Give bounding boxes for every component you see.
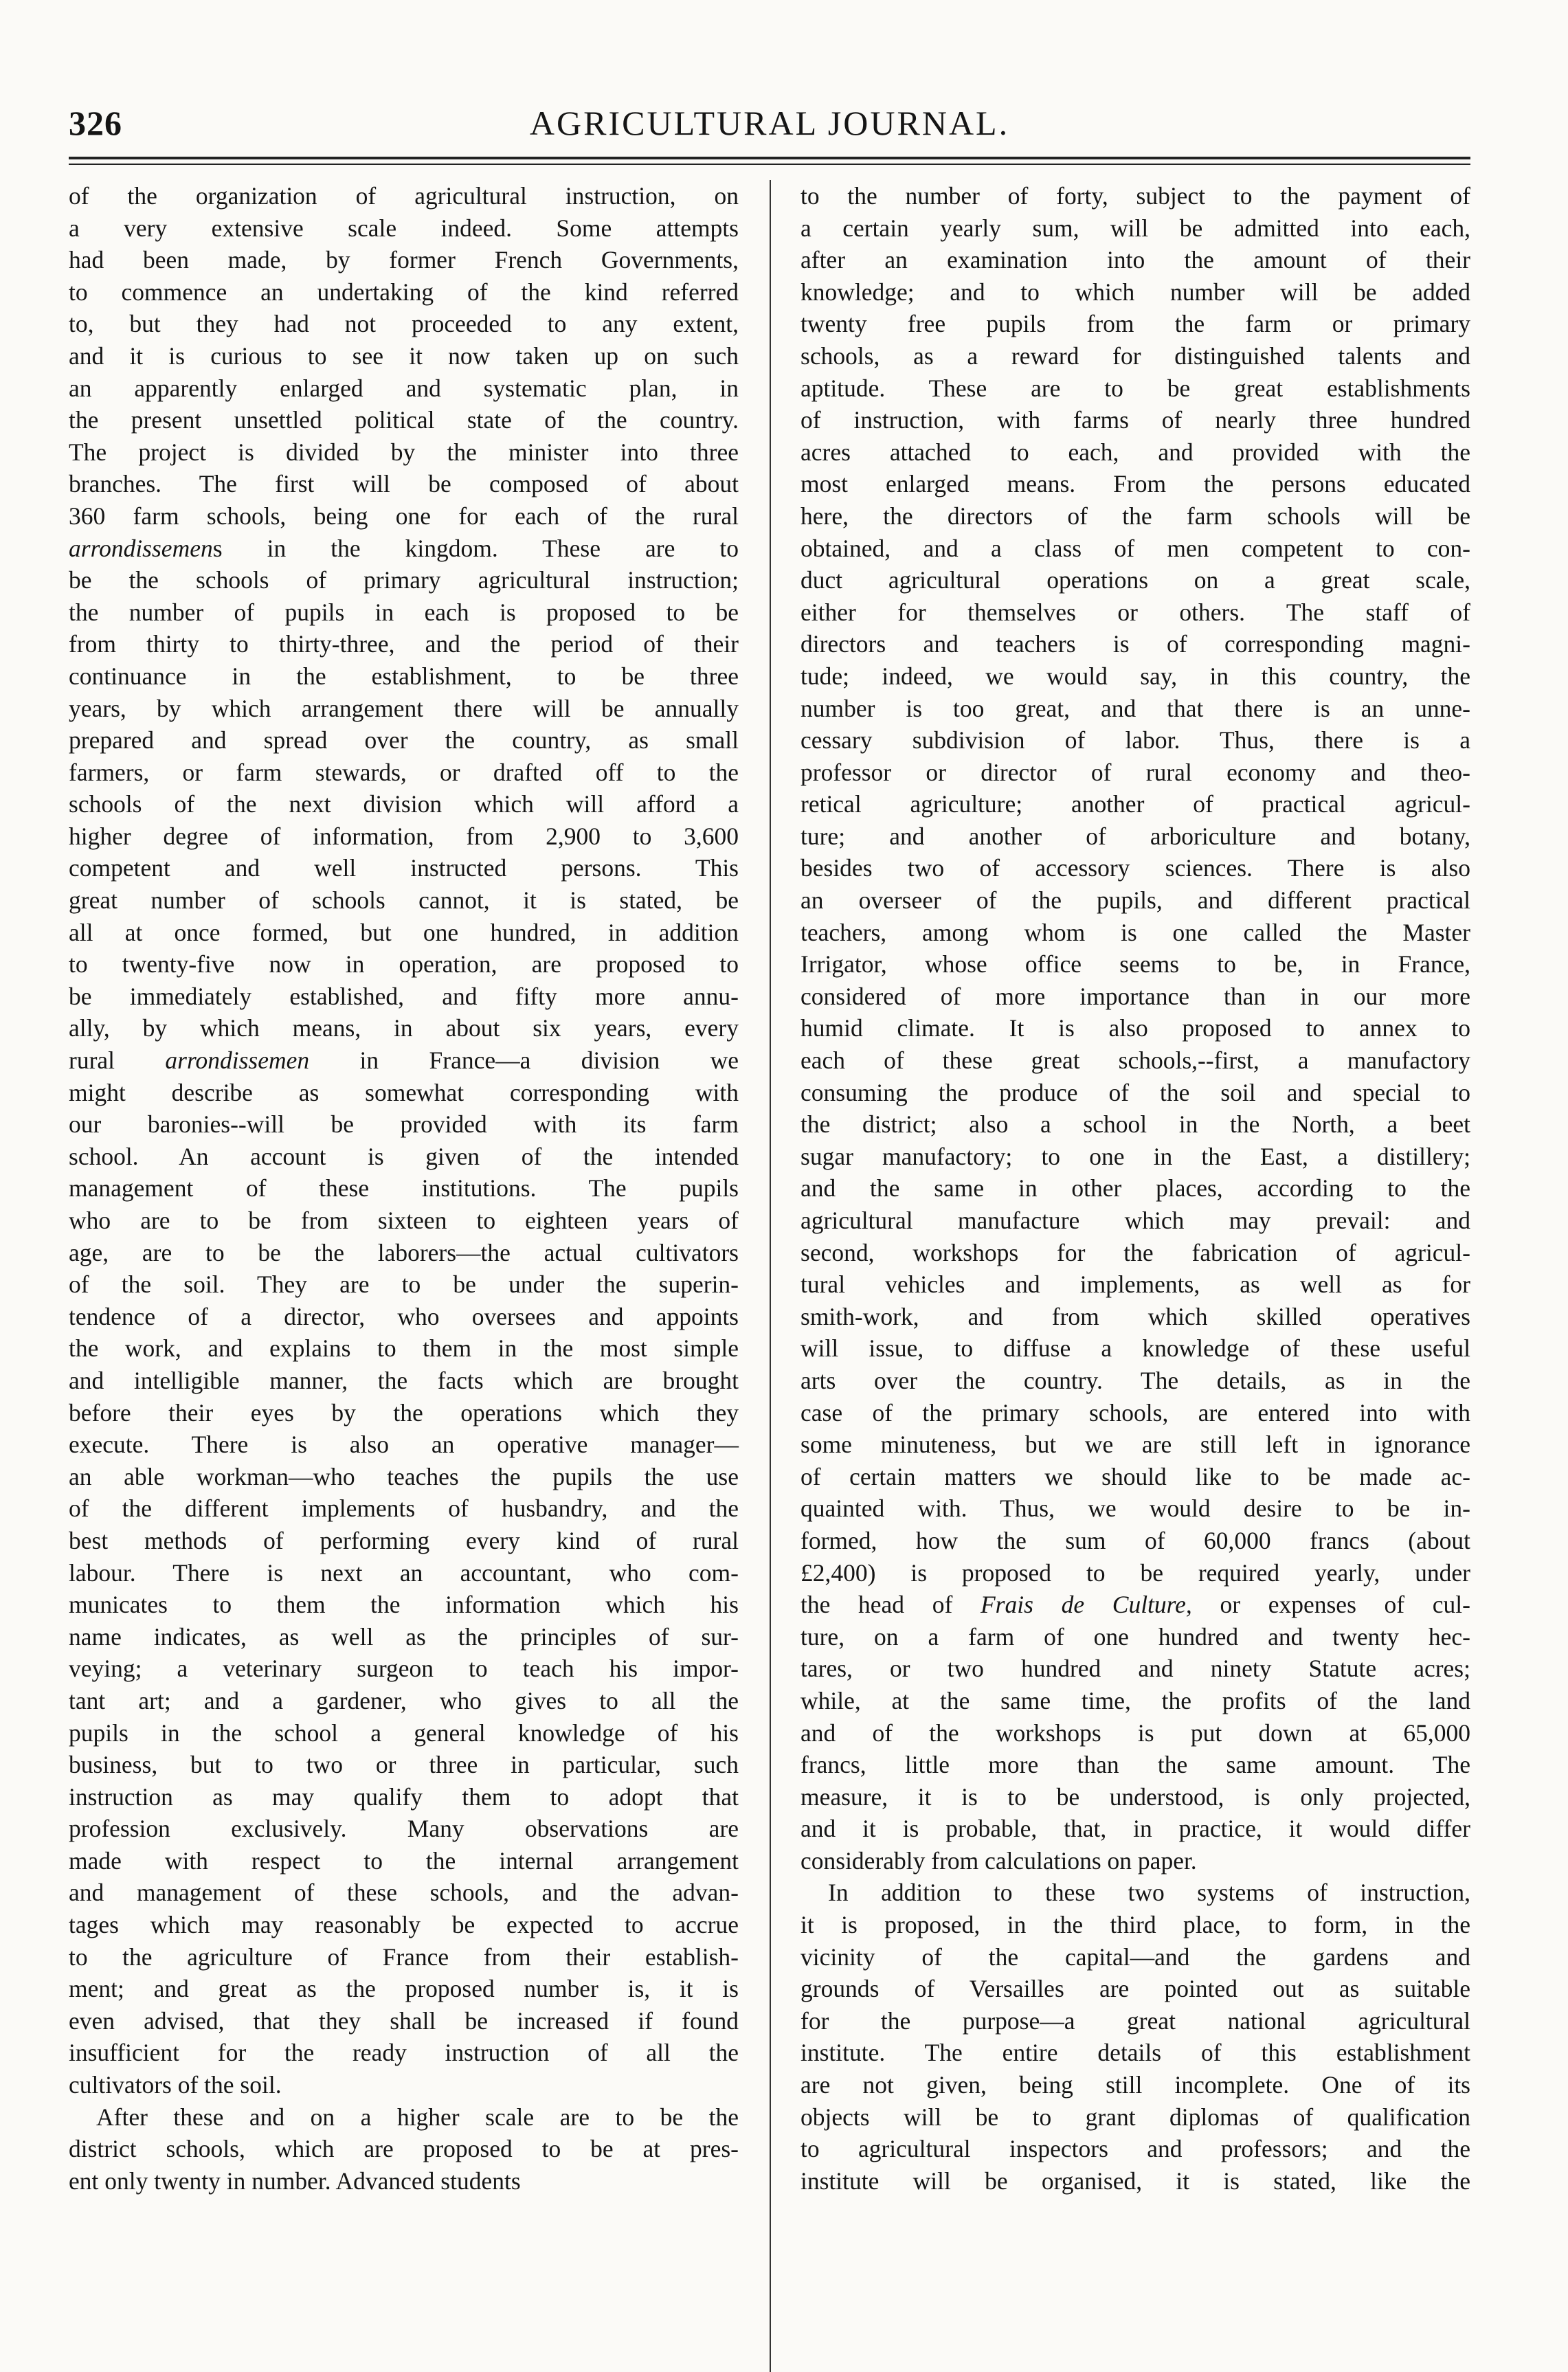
text-line: an able workman—who teaches the pupils the use <box>69 1462 739 1490</box>
text-line: execute. There is also an operative manager— <box>69 1431 739 1459</box>
text-line: tares, or two hundred and ninety Statute acres; <box>800 1655 1470 1683</box>
text-line: and it is probable, that, in practice, it would differ <box>800 1815 1470 1843</box>
text-line: and of the workshops is put down at 65,000 <box>800 1719 1470 1747</box>
text-line: higher degree of information, from 2,900 to 3,600 <box>69 822 739 850</box>
text-line: all at once formed, but one hundred, in addition <box>69 918 739 946</box>
text-line: might describe as somewhat corresponding with <box>69 1078 739 1106</box>
text-line: ture, on a farm of one hundred and twenty hec- <box>800 1622 1470 1651</box>
text-line: for the purpose—a great national agricultural <box>800 2006 1470 2035</box>
text-line: the head of Frais de Culture, or expenses of cul- <box>800 1591 1470 1619</box>
right-column <box>800 180 1470 2197</box>
text-line: teachers, among whom is one called the Master <box>800 918 1470 946</box>
text-line: of the organization of agricultural instruction, on <box>69 182 739 210</box>
text-line: to, but they had not proceeded to any extent, <box>69 310 739 338</box>
text-line: to commence an undertaking of the kind referred <box>69 278 739 306</box>
text-line: farmers, or farm stewards, or drafted off to the <box>69 758 739 786</box>
text-line: a certain yearly sum, will be admitted into each, <box>800 214 1470 242</box>
text-line: made with respect to the internal arrangement <box>69 1846 739 1875</box>
text-line: while, at the same time, the profits of the land <box>800 1686 1470 1714</box>
text-line: schools of the next division which will afford a <box>69 790 739 818</box>
text-line: the district; also a school in the North, a beet <box>800 1110 1470 1139</box>
text-line: Irrigator, whose office seems to be, in France, <box>800 950 1470 978</box>
text-line: and the same in other places, according to the <box>800 1174 1470 1202</box>
text-line: second, workshops for the fabrication of agricul- <box>800 1238 1470 1266</box>
text-line: measure, it is to be understood, is only projected, <box>800 1782 1470 1811</box>
text-line: quainted with. Thus, we would desire to be in- <box>800 1495 1470 1523</box>
text-line: to the agriculture of France from their establish- <box>69 1943 739 1971</box>
text-line: competent and well instructed persons. This <box>69 854 739 882</box>
text-line: In addition to these two systems of instruction, <box>828 1879 1470 1907</box>
text-line: institute will be organised, it is stated, like the <box>800 2167 1470 2195</box>
text-line: schools, as a reward for distinguished talents and <box>800 342 1470 370</box>
text-line: institute. The entire details of this establishment <box>800 2039 1470 2067</box>
page-number: 326 <box>69 104 122 142</box>
text-line: and it is curious to see it now taken up on such <box>69 342 739 370</box>
text-line: directors and teachers is of corresponding magni- <box>800 630 1470 658</box>
text-line: sugar manufactory; to one in the East, a distillery; <box>800 1142 1470 1170</box>
text-line: the work, and explains to them in the most simple <box>69 1334 739 1363</box>
text-line: twenty free pupils from the farm or primary <box>800 310 1470 338</box>
text-line: name indicates, as well as the principles of sur- <box>69 1622 739 1651</box>
text-line: consuming the produce of the soil and special to <box>800 1078 1470 1106</box>
text-line: and intelligible manner, the facts which are brought <box>69 1366 739 1394</box>
text-line: After these and on a higher scale are to be the <box>96 2103 739 2131</box>
text-line: tude; indeed, we would say, in this country, the <box>800 662 1470 690</box>
text-line: £2,400) is proposed to be required yearly, under <box>800 1558 1470 1587</box>
text-line: pupils in the school a general knowledge of his <box>69 1719 739 1747</box>
text-line: even advised, that they shall be increased if found <box>69 2006 739 2035</box>
text-line: ture; and another of arboriculture and botany, <box>800 822 1470 850</box>
text-line: it is proposed, in the third place, to form, in the <box>800 1911 1470 1939</box>
text-line: cessary subdivision of labor. Thus, there is a <box>800 726 1470 754</box>
text-line: to agricultural inspectors and professors; and the <box>800 2135 1470 2163</box>
text-line: 360 farm schools, being one for each of the rural <box>69 502 739 530</box>
text-line: knowledge; and to which number will be added <box>800 278 1470 306</box>
text-line: are not given, being still incomplete. One of its <box>800 2071 1470 2099</box>
text-line: ment; and great as the proposed number is, it is <box>69 1975 739 2003</box>
text-line: a very extensive scale indeed. Some attempts <box>69 214 739 242</box>
text-line: of the different implements of husbandry, and the <box>69 1495 739 1523</box>
text-line: prepared and spread over the country, as small <box>69 726 739 754</box>
text-line: will issue, to diffuse a knowledge of these useful <box>800 1334 1470 1363</box>
text-line: and management of these schools, and the advan- <box>69 1879 739 1907</box>
text-line: here, the directors of the farm schools will be <box>800 502 1470 530</box>
text-line: great number of schools cannot, it is stated, be <box>69 886 739 915</box>
text-line: before their eyes by the operations which they <box>69 1398 739 1426</box>
text-line: obtained, and a class of men competent to con- <box>800 534 1470 562</box>
text-line: acres attached to each, and provided with the <box>800 438 1470 466</box>
text-line: retical agriculture; another of practical agricul- <box>800 790 1470 818</box>
text-line: insufficient for the ready instruction of all the <box>69 2039 739 2067</box>
text-line: our baronies--will be provided with its farm <box>69 1110 739 1139</box>
text-line: of the soil. They are to be under the superin- <box>69 1271 739 1299</box>
left-column <box>69 180 739 2197</box>
text-line: be immediately established, and fifty more annu- <box>69 982 739 1010</box>
text-line: an overseer of the pupils, and different practical <box>800 886 1470 915</box>
text-line: be the schools of primary agricultural instruction; <box>69 566 739 594</box>
text-line: the number of pupils in each is proposed to be <box>69 598 739 626</box>
journal-page <box>69 103 1470 2343</box>
text-line: years, by which arrangement there will be annually <box>69 694 739 722</box>
text-line: case of the primary schools, are entered into with <box>800 1398 1470 1426</box>
text-line: of certain matters we should like to be made ac- <box>800 1462 1470 1490</box>
text-line: objects will be to grant diplomas of qualification <box>800 2103 1470 2131</box>
text-line: cultivators of the soil. <box>69 2071 282 2099</box>
text-line: tages which may reasonably be expected to accrue <box>69 1911 739 1939</box>
text-line: considerably from calculations on paper. <box>800 1846 1197 1875</box>
text-line: from thirty to thirty-three, and the period of their <box>69 630 739 658</box>
text-line: of instruction, with farms of nearly three hundred <box>800 406 1470 434</box>
text-line: best methods of performing every kind of rural <box>69 1526 739 1554</box>
text-line: smith-work, and from which skilled operatives <box>800 1302 1470 1330</box>
text-line: an apparently enlarged and systematic plan, in <box>69 374 739 402</box>
text-line: grounds of Versailles are pointed out as suitable <box>800 1975 1470 2003</box>
text-line: to the number of forty, subject to the payment of <box>800 182 1470 210</box>
text-line: number is too great, and that there is an unne- <box>800 694 1470 722</box>
column-divider <box>770 180 771 2372</box>
text-line: rural arrondissemen in France—a division we <box>69 1047 739 1075</box>
text-line: each of these great schools,--first, a manufactory <box>800 1047 1470 1075</box>
text-line: formed, how the sum of 60,000 francs (about <box>800 1526 1470 1554</box>
text-line: continuance in the establishment, to be three <box>69 662 739 690</box>
text-line: profession exclusively. Many observations are <box>69 1815 739 1843</box>
page-header <box>69 103 1470 151</box>
text-line: who are to be from sixteen to eighteen years of <box>69 1207 739 1234</box>
text-line: age, are to be the laborers—the actual cultivators <box>69 1238 739 1266</box>
text-line: vicinity of the capital—and the gardens and <box>800 1943 1470 1971</box>
text-line: aptitude. These are to be great establishments <box>800 374 1470 402</box>
text-line: veying; a veterinary surgeon to teach his impor- <box>69 1655 739 1683</box>
text-line: school. An account is given of the intended <box>69 1142 739 1170</box>
header-rule-thick <box>69 157 1470 159</box>
text-line: labour. There is next an accountant, who com- <box>69 1558 739 1587</box>
text-line: management of these institutions. The pupils <box>69 1174 739 1202</box>
text-line: ally, by which means, in about six years, every <box>69 1014 739 1042</box>
text-line: considered of more importance than in our more <box>800 982 1470 1010</box>
text-line: to twenty-five now in operation, are proposed to <box>69 950 739 978</box>
text-columns <box>69 180 1470 2343</box>
text-line: tural vehicles and implements, as well as for <box>800 1271 1470 1299</box>
text-line: the present unsettled political state of the country. <box>69 406 739 434</box>
text-line: tant art; and a gardener, who gives to all the <box>69 1686 739 1714</box>
text-line: business, but to two or three in particular, such <box>69 1751 739 1779</box>
text-line: tendence of a director, who oversees and appoints <box>69 1302 739 1330</box>
text-line: had been made, by former French Governments, <box>69 246 739 274</box>
text-line: arts over the country. The details, as in the <box>800 1366 1470 1394</box>
text-line: agricultural manufacture which may prevail: and <box>800 1207 1470 1234</box>
text-line: some minuteness, but we are still left in ignorance <box>800 1431 1470 1459</box>
text-line: after an examination into the amount of their <box>800 246 1470 274</box>
text-line: arrondissemens in the kingdom. These are to <box>69 534 739 562</box>
text-line: duct agricultural operations on a great scale, <box>800 566 1470 594</box>
text-line: ent only twenty in number. Advanced students <box>69 2167 521 2195</box>
text-line: The project is divided by the minister into three <box>69 438 739 466</box>
text-line: municates to them the information which his <box>69 1591 739 1619</box>
text-line: instruction as may qualify them to adopt that <box>69 1782 739 1811</box>
header-rule-thin <box>69 164 1470 165</box>
text-line: besides two of accessory sciences. There is also <box>800 854 1470 882</box>
text-line: most enlarged means. From the persons educated <box>800 470 1470 498</box>
text-line: district schools, which are proposed to be at pres- <box>69 2135 739 2163</box>
text-line: either for themselves or others. The staff of <box>800 598 1470 626</box>
running-head: AGRICULTURAL JOURNAL. <box>529 104 1010 142</box>
text-line: humid climate. It is also proposed to annex to <box>800 1014 1470 1042</box>
text-line: branches. The first will be composed of about <box>69 470 739 498</box>
text-line: professor or director of rural economy and theo- <box>800 758 1470 786</box>
text-line: francs, little more than the same amount. The <box>800 1751 1470 1779</box>
